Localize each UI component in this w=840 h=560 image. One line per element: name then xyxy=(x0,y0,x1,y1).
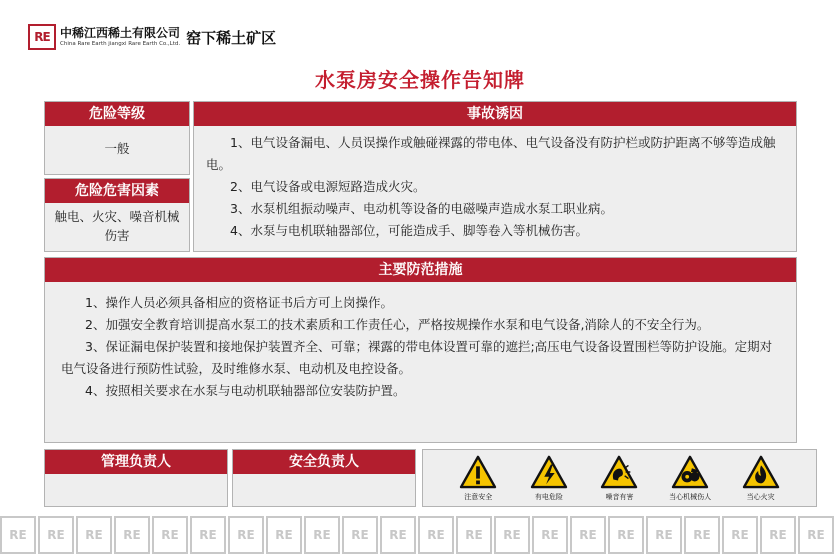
electric-icon xyxy=(530,455,568,489)
logo-pattern-tile: RE xyxy=(608,516,644,554)
logo-pattern-tile: RE xyxy=(722,516,758,554)
logo-pattern-tile: RE xyxy=(570,516,606,554)
logo-pattern-tile: RE xyxy=(114,516,150,554)
page-title: 水泵房安全操作告知牌 xyxy=(315,68,525,92)
sign-label: 当心机械伤人 xyxy=(669,493,712,501)
hazard-factors-panel xyxy=(44,178,190,252)
sign-machinery xyxy=(660,455,720,502)
logo-pattern-tile: RE xyxy=(342,516,378,554)
logo-pattern-tile: RE xyxy=(38,516,74,554)
sign-label: 注意安全 xyxy=(464,493,493,501)
logo-pattern-tile: RE xyxy=(380,516,416,554)
logo-pattern-tile: RE xyxy=(494,516,530,554)
safety-heading: 安全负责人 xyxy=(233,450,415,474)
logo-pattern-tile: RE xyxy=(418,516,454,554)
sign-label: 当心火灾 xyxy=(746,493,775,501)
logo-pattern-tile: RE xyxy=(228,516,264,554)
accident-causes-list xyxy=(194,126,796,248)
logo-pattern-tile: RE xyxy=(684,516,720,554)
measures-heading: 主要防范措施 xyxy=(45,258,796,282)
company-name xyxy=(60,26,180,48)
hazard-level-value: 一般 xyxy=(104,141,130,156)
logo-pattern-tile: RE xyxy=(190,516,226,554)
accident-causes-heading: 事故诱因 xyxy=(194,102,796,126)
decorative-footer-strip xyxy=(0,512,840,560)
management-panel xyxy=(44,449,228,507)
logo-pattern-tile: RE xyxy=(152,516,188,554)
logo-pattern-tile: RE xyxy=(76,516,112,554)
accident-cause-item: 2、电气设备或电源短路造成火灾。 xyxy=(230,179,426,194)
logo-pattern-tile: RE xyxy=(532,516,568,554)
sign-electric xyxy=(519,455,579,502)
accident-cause-item: 4、水泵与电机联轴器部位，可能造成手、脚等卷入等机械伤害。 xyxy=(230,223,588,238)
hazard-level-panel xyxy=(44,101,190,175)
company-logo: RE xyxy=(28,24,56,50)
measures-list xyxy=(45,282,796,412)
accident-causes-panel xyxy=(193,101,797,252)
logo-pattern-tile: RE xyxy=(646,516,682,554)
logo-pattern-tile: RE xyxy=(760,516,796,554)
logo-pattern-tile: RE xyxy=(0,516,36,554)
measure-item: 1、操作人员必须具备相应的资格证书后方可上岗操作。 xyxy=(85,295,393,310)
logo-pattern-tile: RE xyxy=(456,516,492,554)
fire-icon xyxy=(742,455,780,489)
company-name-en: China Rare Earth jiangxi Rare Earth Co.,Ltd. xyxy=(60,41,181,47)
sign-label: 有电危险 xyxy=(534,493,563,501)
measures-panel xyxy=(44,257,797,443)
safety-panel xyxy=(232,449,416,507)
logo-pattern-tile: RE xyxy=(798,516,834,554)
company-name-cn: 中稀江西稀土有限公司 xyxy=(60,26,181,40)
mine-name: 窑下稀土矿区 xyxy=(186,28,277,47)
sign-label: 噪音有害 xyxy=(605,493,634,501)
hazard-factors-value: 触电、火灾、噪音机械伤害 xyxy=(54,209,180,243)
logo-pattern-tile: RE xyxy=(266,516,302,554)
hazard-factors-heading: 危险危害因素 xyxy=(45,179,189,203)
gear-hand-icon xyxy=(671,455,709,489)
measure-item: 4、按照相关要求在水泵与电动机联轴器部位安装防护置。 xyxy=(85,383,406,398)
sign-fire xyxy=(731,455,791,502)
exclamation-icon xyxy=(459,455,497,489)
accident-cause-item: 1、电气设备漏电、人员误操作或触碰裸露的带电体、电气设备没有防护栏或防护距离不够等造成触电。 xyxy=(206,135,776,172)
hazard-level-heading: 危险等级 xyxy=(45,102,189,126)
measure-item: 2、加强安全教育培训提高水泵工的技术素质和工作责任心，严格按规操作水泵和电气设备,消除人的不安全行为。 xyxy=(85,317,710,332)
header xyxy=(28,22,276,52)
sign-noise xyxy=(589,455,649,502)
management-heading: 管理负责人 xyxy=(45,450,227,474)
logo-pattern-tile: RE xyxy=(304,516,340,554)
warning-signs xyxy=(422,449,817,507)
noise-icon xyxy=(600,455,638,489)
measure-item: 3、保证漏电保护装置和接地保护装置齐全、可靠；裸露的带电体设置可靠的遮拦;高压电气设备设置围栏等防护设施。定期对电气设备进行预防性试验，及时维修水泵、电动机及电控设备。 xyxy=(61,339,773,376)
accident-cause-item: 3、水泵机组振动噪声、电动机等设备的电磁噪声造成水泵工职业病。 xyxy=(230,201,613,216)
sign-caution xyxy=(448,455,508,502)
